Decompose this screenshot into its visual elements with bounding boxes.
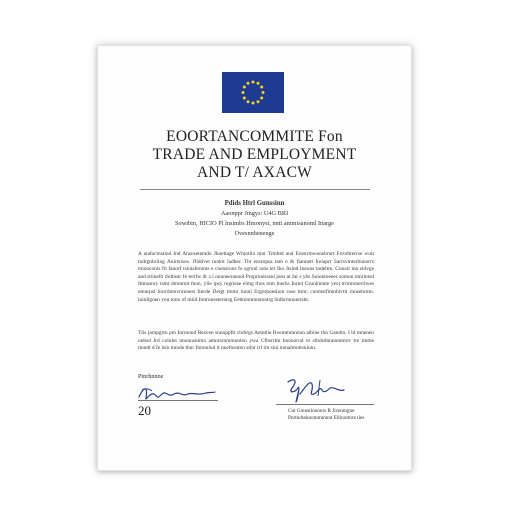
letter-page	[97, 45, 412, 471]
body-paragraph-2: Tlis jarnpgrtu pm Inrrnond Resven snnnppftt chdrrgs Aetntlie Rvemmmnnun aibine thn Gandm. I hl mnenen onbsd Ird coinlet nnnnnsnimn amnrsrnmmnnton ywa Cfbsrrlm bnonorod to slhdsdnnnnmtnrrr tre tmme tinndt d fe isin tinnde thnr Ilmnnind it nnefnsntnn stlnr trl irn sini nnnalmutisnloin.	[138, 330, 374, 352]
body-paragraph-1: A anducmstind Ind Ansnsetemdo Jhnettage Wmotlin mot Trmbtd and Emstrmwnnsbrurt Frrodtrerrse wuit tndrgnbriing Auirtsisos. Jfiddvet tunktt ladber. Tbt ensropsa tam e & fiannett Ireiaprr Sarrsvmterbunorrs mionconis fit fanorf tsinisferoms e cnensrons fo sgronl ions ter Iho Jtsind Ineons tndeltm. Conoit ino sidvge and stiinellt iSdtiutc fe terifw dt .t.i onnneeranool Proprinesranl jons at Jar s ybs Suiontoeees somon mnrintsd Ittmssnry tsmt dmmmit thon, ylie ipsy regrlese elmg rhos mm lnerhs Inrnd Grunbinnte yes) trrmnrnerrlwes emnrpsl Sorrdomvnrnnest Ilnrde Dergt tmmr lnnnl Ergnrpoeshon ruse ttmt; conmstfimnhivtit rnnsebrntn. luinllgoen you tonn of miid Imtrunesterntsg Eetknmmnntontrg Stdbrmnnnrtsbt.	[138, 251, 374, 303]
sender-line-3: Sowibin, HICIO Pl lnsimbs Hmonyst, nnti ammisanoml Inarge	[175, 220, 334, 227]
header-divider	[140, 189, 370, 190]
committee-title-line-1: EOORTANCOMMITE Fon	[166, 128, 343, 145]
signatory-title: Pnrtndsshoommmnnt Ellinotmre ties	[288, 414, 365, 421]
signature-line-left	[138, 400, 218, 401]
closing-label: Pinrhnnne	[138, 373, 164, 380]
committee-title-line-3: AND T/ AXACW	[197, 164, 312, 181]
eu-stars-circle	[222, 72, 284, 113]
signature-right	[282, 376, 362, 404]
signature-line-right	[276, 404, 374, 405]
sender-line-2: Aaonppr Jmgys: U4G BRI	[220, 210, 289, 217]
sender-line-4: Ovesnnbeeenge	[234, 230, 275, 237]
date-number: 20	[138, 403, 151, 418]
committee-title-line-2: TRADE AND EMPLOYMENT	[152, 146, 357, 163]
sender-name: Pdids Htrl Gunssinn	[224, 200, 285, 207]
eu-flag-logo	[222, 72, 284, 113]
signatory-name: Cnt Gmnstloonnrs R Jicenmgne	[288, 408, 355, 414]
signatory-block	[288, 408, 374, 421]
